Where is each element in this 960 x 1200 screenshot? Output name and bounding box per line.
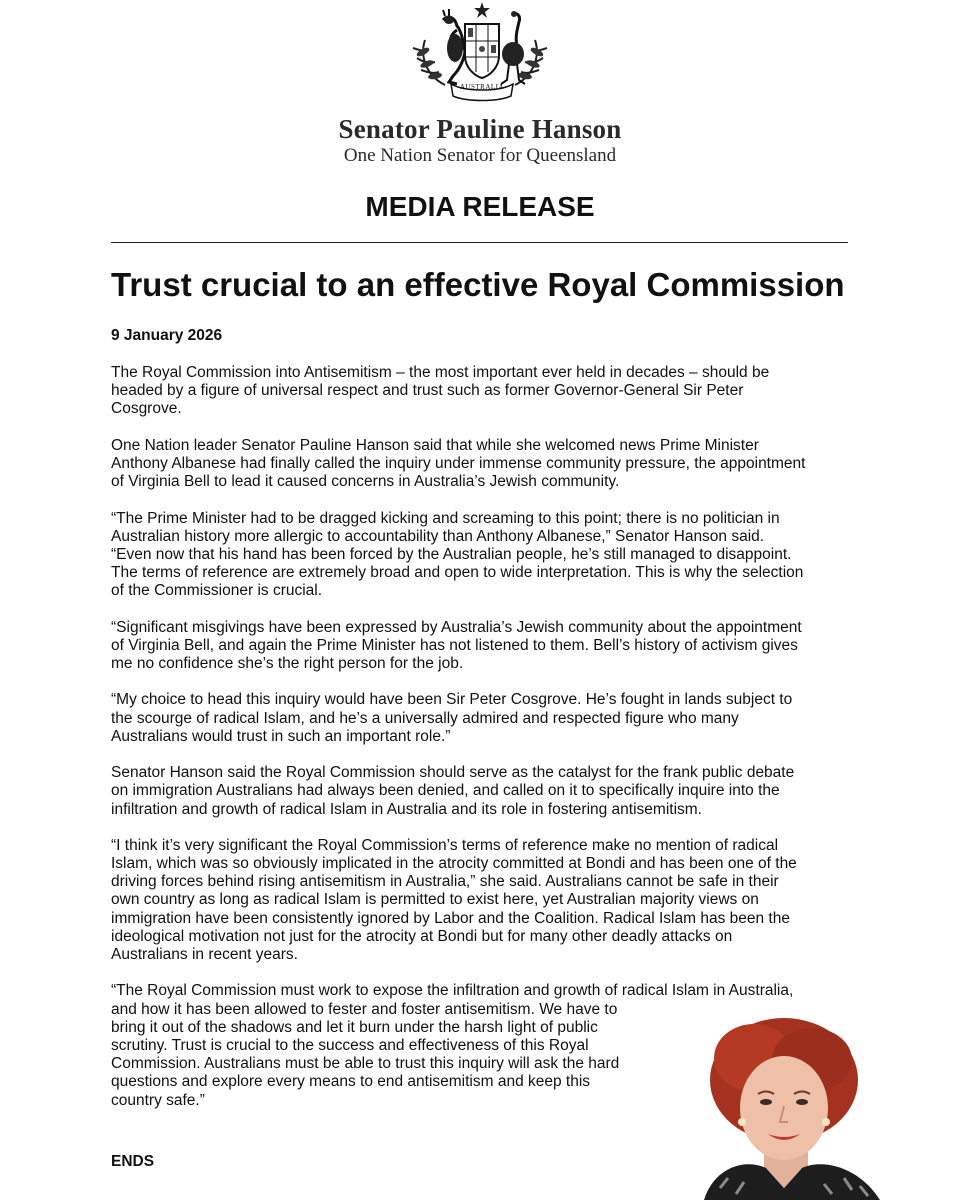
- body-line: One Nation leader Senator Pauline Hanson said that while she welcomed news Prime Minister: [111, 436, 759, 454]
- media-release-label: MEDIA RELEASE: [365, 191, 595, 222]
- release-body: [111, 364, 851, 1110]
- body-line: “I think it’s very significant the Royal Commission’s terms of reference make no mention of radical: [111, 836, 779, 854]
- body-line: driving forces behind rising antisemitism in Australia,” she said. Australians cannot be safe in their: [111, 873, 779, 891]
- body-line: me no confidence she’s the right person for the job.: [111, 655, 464, 672]
- paragraph-gap: [111, 819, 851, 837]
- ends-marker: ENDS: [111, 1153, 155, 1170]
- body-line: Australian history more allergic to accountability than Anthony Albanese,” Senator Hanson said.: [111, 527, 765, 545]
- body-line: on immigration Australians had always been denied, and called on it to specifically inquire into the: [111, 782, 780, 800]
- body-line: “The Prime Minister had to be dragged kicking and screaming to this point; there is no politician in: [111, 509, 780, 527]
- body-line: “Even now that his hand has been forced by the Australian people, he’s still managed to disappoint.: [111, 545, 792, 563]
- body-line: “The Royal Commission must work to expose the infiltration and growth of radical Islam in Australia,: [111, 982, 794, 1000]
- paragraph-gap: [111, 491, 851, 509]
- paragraph-gap: [111, 746, 851, 764]
- body-line: headed by a figure of universal respect and trust such as former Governor-General Sir Peter: [111, 382, 744, 400]
- body-line: of the Commissioner is crucial.: [111, 582, 323, 600]
- body-line: The Royal Commission into Antisemitism – the most important ever held in decades – should be: [111, 364, 770, 381]
- body-line: scrutiny. Trust is crucial to the success and effectiveness of this Royal: [111, 1036, 589, 1054]
- senator-name: Senator Pauline Hanson: [338, 114, 622, 144]
- body-line: questions and explore every means to end antisemitism and keep this: [111, 1073, 591, 1091]
- coat-of-arms-crest: [405, 0, 555, 108]
- body-line: and how it has been allowed to fester and foster antisemitism. We have to: [111, 1000, 618, 1018]
- body-line: Commission. Australians must be able to trust this inquiry will ask the hard: [111, 1055, 620, 1073]
- senator-portrait-photo: [684, 1018, 894, 1200]
- divider-rule: [111, 242, 848, 243]
- release-date: 9 January 2026: [111, 327, 223, 344]
- headline: Trust crucial to an effective Royal Commission: [111, 266, 845, 303]
- body-line: country safe.”: [111, 1091, 205, 1109]
- body-line: infiltration and growth of radical Islam in Australia and its role in fostering antisemitism.: [111, 800, 702, 818]
- paragraph-gap: [111, 673, 851, 691]
- crest-ribbon-text: AUSTRALIA: [459, 83, 505, 91]
- body-line: the scourge of radical Islam, and he’s a universally admired and respected figure who many: [111, 709, 739, 727]
- body-line: Anthony Albanese had finally called the inquiry under immense community pressure, the appointment: [111, 454, 806, 472]
- paragraph-gap: [111, 964, 851, 982]
- body-line: of Virginia Bell to lead it caused concerns in Australia’s Jewish community.: [111, 473, 620, 491]
- body-line: “Significant misgivings have been expressed by Australia’s Jewish community about the appointment: [111, 618, 802, 636]
- body-line: own country as long as radical Islam is permitted to exist here, yet Australian majority views on: [111, 891, 759, 909]
- senator-title: One Nation Senator for Queensland: [343, 145, 617, 166]
- body-line: Islam, which was so obviously implicated in the atrocity committed at Bondi and has been one of the: [111, 855, 797, 873]
- body-line: bring it out of the shadows and let it burn under the harsh light of public: [111, 1018, 598, 1036]
- body-line: immigration have been consistently ignored by Labor and the Coalition. Radical Islam has been the: [111, 909, 790, 927]
- body-line: “My choice to head this inquiry would have been Sir Peter Cosgrove. He’s fought in lands subject to: [111, 691, 793, 709]
- body-line: Australians would trust in such an important role.”: [111, 727, 451, 745]
- body-line: of Virginia Bell, and again the Prime Minister has not listened to them. Bell’s history of activism gives: [111, 636, 798, 654]
- paragraph-gap: [111, 419, 851, 437]
- body-line: Cosgrove.: [111, 400, 182, 418]
- body-line: ideological motivation not just for the atrocity at Bondi but for many other deadly attacks on: [111, 927, 733, 945]
- body-line: The terms of reference are extremely broad and open to wide interpretation. This is why the selection: [111, 564, 804, 582]
- body-line: Senator Hanson said the Royal Commission should serve as the catalyst for the frank public debate: [111, 764, 795, 782]
- paragraph-gap: [111, 600, 851, 618]
- body-line: Australians in recent years.: [111, 946, 298, 963]
